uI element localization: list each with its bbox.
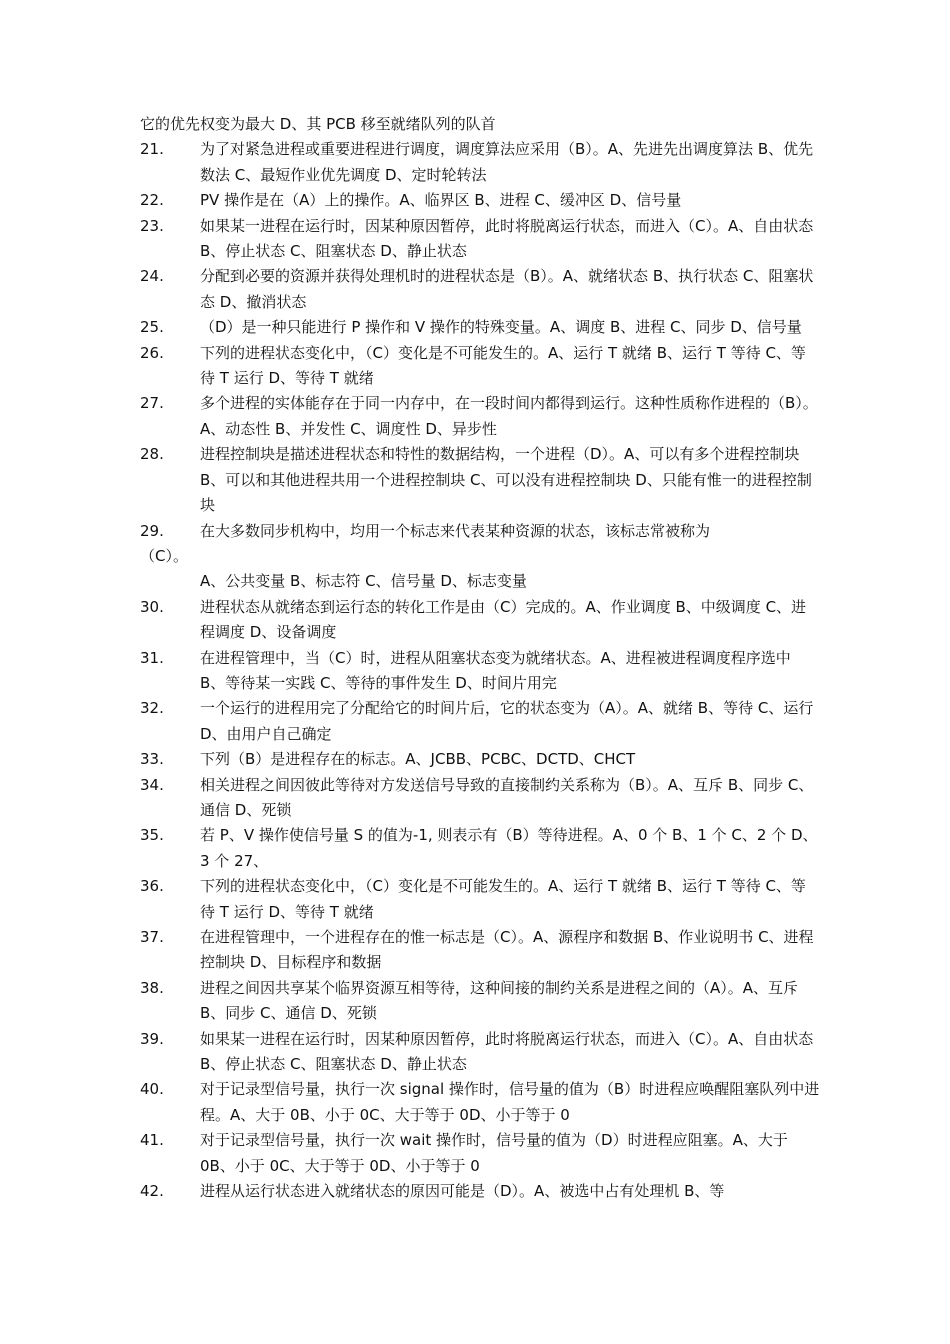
question-number: 39.	[140, 1029, 164, 1048]
question-item	[140, 874, 820, 925]
question-number: 28.	[140, 445, 164, 464]
question-item	[140, 264, 820, 315]
question-text: 相关进程之间因彼此等待对方发送信号导致的直接制约关系称为（B）。A、互斥 B、同步 C、通信 D、死锁	[200, 775, 814, 819]
question-text: 若 P、V 操作使信号量 S 的值为-1, 则表示有（B）等待进程。A、0 个 B、1 个 C、2 个 D、3 个 27、	[200, 826, 818, 870]
question-number: 26.	[140, 343, 164, 362]
question-text: 对于记录型信号量，执行一次 signal 操作时，信号量的值为（B）时进程应唤醒阻塞队列中进程。A、大于 0B、小于 0C、大于等于 0D、小于等于 0	[200, 1080, 820, 1124]
question-item	[140, 519, 820, 595]
question-text: 下列（B）是进程存在的标志。A、JCBB、PCBC、DCTD、CHCT	[200, 750, 636, 769]
question-text: 下列的进程状态变化中，（C）变化是不可能发生的。A、运行 T 就绪 B、运行 T 等待 C、等待 T 运行 D、等待 T 就绪	[200, 343, 806, 388]
question-number: 30.	[140, 597, 164, 616]
question-item	[140, 976, 820, 1027]
question-text: 如果某一进程在运行时，因某种原因暂停，此时将脱离运行状态，而进入（C）。A、自由状态 B、停止状态 C、阻塞状态 D、静止状态	[200, 216, 814, 261]
question-number: 27.	[140, 394, 164, 413]
question-item	[140, 925, 820, 976]
question-item	[140, 341, 820, 392]
question-text: 在进程管理中，当（C）时，进程从阻塞状态变为就绪状态。A、进程被进程调度程序选中 B、等待某一实践 C、等待的事件发生 D、时间片用完	[200, 648, 791, 692]
question-text: 为了对紧急进程或重要进程进行调度，调度算法应采用（B）。A、先进先出调度算法 B、优先数法 C、最短作业优先调度 D、定时轮转法	[200, 140, 814, 184]
question-text: 在进程管理中，一个进程存在的惟一标志是（C）。A、源程序和数据 B、作业说明书 C、进程控制块 D、目标程序和数据	[200, 928, 814, 972]
question-text: 分配到必要的资源并获得处理机时的进程状态是（B）。A、就绪状态 B、执行状态 C、阻塞状态 D、撤消状态	[200, 267, 814, 311]
question-text: 进程之间因共享某个临界资源互相等待，这种间接的制约关系是进程之间的（A）。A、互斥 B、同步 C、通信 D、死锁	[200, 978, 799, 1023]
question-item	[140, 1077, 820, 1128]
question-item	[140, 1128, 820, 1179]
lead-line: 它的优先权变为最大 D、其 PCB 移至就绪队列的队首	[140, 115, 496, 133]
question-text: 对于记录型信号量，执行一次 wait 操作时，信号量的值为（D）时进程应阻塞。A、大于 0B、小于 0C、大于等于 0D、小于等于 0	[200, 1131, 788, 1175]
question-number: 41.	[140, 1131, 164, 1150]
question-text: 多个进程的实体能存在于同一内存中，在一段时间内都得到运行。这种性质称作进程的（B）。A、动态性 B、并发性 C、调度性 D、异步性	[200, 394, 818, 438]
question-number: 32.	[140, 699, 164, 718]
question-text: 进程状态从就绪态到运行态的转化工作是由（C）完成的。A、作业调度 B、中级调度 C、进程调度 D、设备调度	[200, 597, 807, 642]
question-item	[140, 1027, 820, 1078]
question-item	[140, 214, 820, 265]
question-item	[140, 442, 820, 518]
question-item	[140, 696, 820, 747]
question-text-wrap: （C）。	[140, 546, 188, 565]
question-number: 25.	[140, 318, 164, 337]
question-text: 进程从运行状态进入就绪状态的原因可能是（D）。A、被选中占有处理机 B、等	[200, 1182, 725, 1201]
question-number: 40.	[140, 1080, 164, 1099]
question-number: 22.	[140, 191, 164, 210]
question-number: 36.	[140, 877, 164, 896]
question-item	[140, 188, 820, 213]
question-item	[140, 391, 820, 442]
question-number: 42.	[140, 1182, 164, 1201]
question-number: 29.	[140, 521, 164, 540]
question-item	[140, 595, 820, 646]
question-text: PV 操作是在（A）上的操作。A、临界区 B、进程 C、缓冲区 D、信号量	[200, 191, 682, 210]
question-number: 31.	[140, 648, 164, 667]
question-text: 下列的进程状态变化中，（C）变化是不可能发生的。A、运行 T 就绪 B、运行 T 等待 C、等待 T 运行 D、等待 T 就绪	[200, 877, 806, 921]
question-text: （D）是一种只能进行 P 操作和 V 操作的特殊变量。A、调度 B、进程 C、同步 D、信号量	[200, 318, 802, 337]
question-number: 35.	[140, 826, 164, 845]
question-item	[140, 773, 820, 824]
question-item	[140, 646, 820, 697]
question-number: 21.	[140, 140, 164, 159]
question-item	[140, 137, 820, 188]
question-number: 38.	[140, 978, 164, 997]
question-number: 37.	[140, 928, 164, 946]
question-item	[140, 1179, 820, 1204]
question-text: 一个运行的进程用完了分配给它的时间片后，它的状态变为（A）。A、就绪 B、等待 C、运行 D、由用户自己确定	[200, 699, 814, 743]
question-number: 23.	[140, 216, 164, 235]
question-list	[140, 112, 820, 1204]
question-text: 在大多数同步机构中，均用一个标志来代表某种资源的状态，该标志常被称为	[200, 521, 711, 540]
question-number: 24.	[140, 267, 164, 286]
question-item	[140, 315, 820, 340]
question-item	[140, 823, 820, 874]
question-number: 33.	[140, 750, 164, 769]
question-text: 如果某一进程在运行时，因某种原因暂停，此时将脱离运行状态，而进入（C）。A、自由状态 B、停止状态 C、阻塞状态 D、静止状态	[200, 1029, 814, 1074]
question-text: 进程控制块是描述进程状态和特性的数据结构，一个进程（D）。A、可以有多个进程控制块 B、可以和其他进程共用一个进程控制块 C、可以没有进程控制块 D、只能有惟一的进程控制块	[200, 445, 812, 515]
question-item	[140, 747, 820, 772]
items-container	[140, 137, 820, 1204]
question-options: A、公共变量 B、标志符 C、信号量 D、标志变量	[200, 572, 527, 591]
question-number: 34.	[140, 775, 164, 794]
